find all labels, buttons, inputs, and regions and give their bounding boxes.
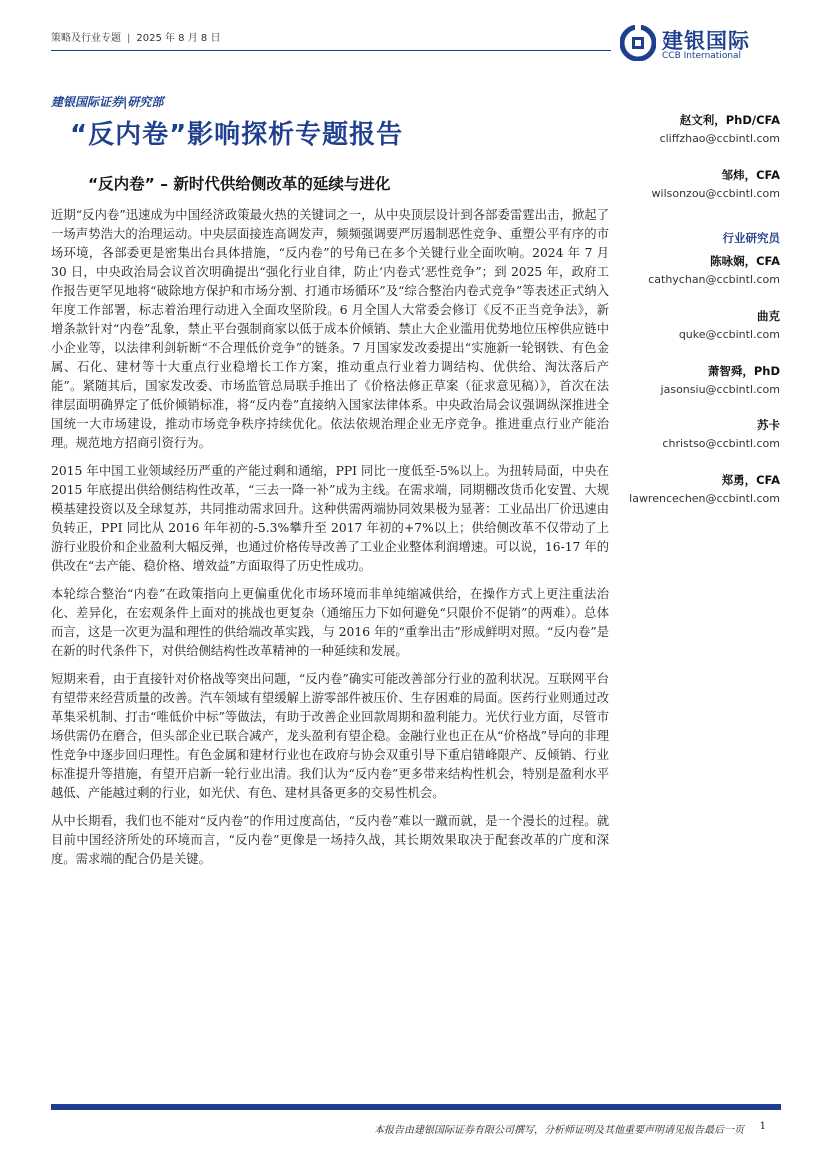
ccb-international-logo xyxy=(620,22,780,66)
analyst-entry xyxy=(560,167,780,200)
analyst-entry xyxy=(560,253,780,286)
analyst-name: 萧智舜，PhD xyxy=(707,364,780,378)
report-subtitle: “反内卷” – 新时代供给侧改革的延续与进化 xyxy=(88,175,391,193)
report-header xyxy=(51,29,220,44)
analyst-name: 苏卡 xyxy=(757,418,780,432)
footer-disclaimer: 本报告由建银国际证券有限公司撰写，分析师证明及其他重要声明请见报告最后一页 xyxy=(374,1125,744,1136)
analyst-email[interactable]: lawrencechen@ccbintl.com xyxy=(629,492,780,505)
analyst-entry xyxy=(560,417,780,450)
body-paragraph: 短期来看，由于直接针对价格战等突出问题，“反内卷”确实可能改善部分行业的盈利状况。互联网平台有望带来经营质量的改善。汽车领域有望缓解上游零部件被压价、生存困难的局面。医药行业则通过改革集采机制、打击“唯低价中标”等做法，有助于改善企业回款周期和盈利能力。光伏行业方面，尽管市场供需仍在磨合，但头部企业已联合减产，龙头盈利有望企稳。金融行业也正在从“价格战”导向的非理性竞争中逐步回归理性。有色金属和建材行业也在政府与协会双重引导下重启错峰限产、反倾销、行业标准提升等措施，有望开启新一轮行业出清。我们认为“反内卷”更多带来结构性机会，特别是盈利水平越低、产能越过剩的行业，如光伏、有色、建材具备更多的交易性机会。 xyxy=(51,672,609,800)
logo-name-cn: 建银国际 xyxy=(662,29,750,53)
ccb-logo-icon xyxy=(620,25,656,61)
footer-rule xyxy=(51,1104,781,1110)
analyst-entry xyxy=(560,363,780,396)
body-paragraph: 近期“反内卷”迅速成为中国经济政策最火热的关键词之一，从中央顶层设计到各部委雷霆出击，掀起了一场声势浩大的治理运动。中央层面接连高调发声，频频强调要严厉遏制恶性竞争、重塑公平有序的市场环境，各部委更是密集出台具体措施，“反内卷”的号角已在多个关键行业全面吹响。2024 年 7 月 30 日，中央政治局会议首次明确提出“强化行业自律，防止‘内卷式’恶性竞争”；到 2025 年，政府工作报告更罕见地将“破除地方保护和市场分割、打通市场循环”及“综合整治内卷式竞争”等表述正式纳入年度工作部署，标志着治理行动进入全面攻坚阶段。6 月全国人大常委会修订《反不正当竞争法》，新增条款针对“内卷”乱象，禁止平台强制商家以低于成本价倾销、禁止大企业滥用优势地位压榨供应链中小企业等，以法律利剑斩断“不合理低价竞争”的链条。7 月国家发改委提出“实施新一轮钢铁、有色金属、石化、建材等十大重点行业稳增长工作方案，推动重点行业着力调结构、优供给、淘汰落后产能”。紧随其后，国家发改委、市场监管总局联手推出了《价格法修正草案（征求意见稿）》，首次在法律层面明确界定了低价倾销标准，将“反内卷”直接纳入国家法律体系。中央政治局会议强调纵深推进全国统一大市场建设，推动市场竞争秩序持续优化。依法依规治理企业无序竞争。推进重点行业产能治理。规范地方招商引资行为。 xyxy=(51,208,609,450)
industry-analyst-label: 行业研究员 xyxy=(722,231,780,245)
analyst-name: 郑勇，CFA xyxy=(721,473,780,487)
header-separator: | xyxy=(127,33,131,44)
analyst-email[interactable]: cliffzhao@ccbintl.com xyxy=(659,132,780,145)
page-number: 1 xyxy=(759,1121,766,1132)
report-body xyxy=(51,206,609,878)
report-date: 2025 年 8 月 8 日 xyxy=(136,33,221,44)
analyst-email[interactable]: christso@ccbintl.com xyxy=(662,437,780,450)
analyst-entry xyxy=(560,308,780,341)
report-category: 策略及行业专题 xyxy=(51,33,121,44)
analyst-email[interactable]: cathychan@ccbintl.com xyxy=(648,273,780,286)
analyst-email[interactable]: wilsonzou@ccbintl.com xyxy=(651,187,780,200)
analyst-entry xyxy=(560,112,780,145)
analyst-name: 曲克 xyxy=(757,309,780,323)
logo-name-en: CCB International xyxy=(662,51,742,61)
body-paragraph: 2015 年中国工业领域经历严重的产能过剩和通缩，PPI 同比一度低至-5%以上。为扭转局面，中央在 2015 年底提出供给侧结构性改革，“三去一降一补”成为主线。在需求端，同期棚改货币化安置、大规模基建投资以及全球复苏，共同推动需求回升。这种供需两端协同效果极为显著：工业品出厂价迅速由负转正，PPI 同比从 2016 年年初的-5.3%攀升至 2017 年初的+7%以上；供给侧改革不仅带动了上游行业股价和企业盈利大幅反弹，也通过价格传导改善了工业企业整体利润增速。可以说，16-17 年的供改在“去产能、稳价格、增效益”方面取得了历史性成功。 xyxy=(51,464,609,573)
analyst-name: 邹炜，CFA xyxy=(721,168,780,182)
body-paragraph: 从中长期看，我们也不能对“反内卷”的作用过度高估，“反内卷”难以一蹴而就，是一个漫长的过程。就目前中国经济所处的环境而言，“反内卷”更像是一场持久战，其长期效果取决于配套改革的广度和深度。需求端的配合仍是关键。 xyxy=(51,814,609,866)
body-paragraph: 本轮综合整治“内卷”在政策指向上更偏重优化市场环境而非单纯缩减供给，在操作方式上更注重法治化、差异化，在宏观条件上面对的挑战也更复杂（通缩压力下如何避免“只限价不促销”的两难）。总体而言，这是一次更为温和理性的供给端改革实践，与 2016 年的“重拳出击”形成鲜明对照。“反内卷”是在新的时代条件下，对供给侧结构性改革精神的一种延续和发展。 xyxy=(51,587,609,658)
analyst-name: 陈咏娴，CFA xyxy=(710,254,780,268)
analyst-email[interactable]: quke@ccbintl.com xyxy=(678,328,780,341)
department-label: 建银国际证券|研究部 xyxy=(51,95,164,109)
analyst-email[interactable]: jasonsiu@ccbintl.com xyxy=(660,383,780,396)
header-rule xyxy=(51,50,611,51)
analyst-name: 赵文利，PhD/CFA xyxy=(679,113,780,127)
report-title: “反内卷”影响探析专题报告 xyxy=(70,120,404,150)
analyst-entry xyxy=(560,472,780,505)
